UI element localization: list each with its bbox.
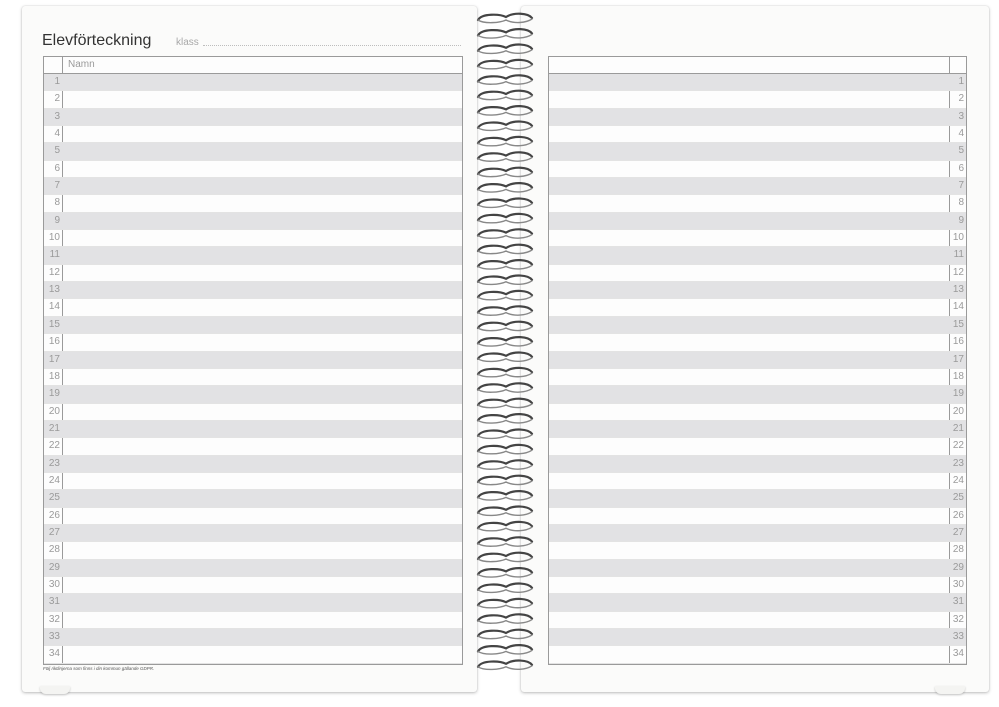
row-number: 2	[958, 93, 964, 105]
page-title: Elevförteckning	[42, 32, 152, 49]
row-number: 22	[952, 440, 964, 452]
row-number: 17	[48, 353, 60, 365]
row-number: 11	[49, 249, 60, 261]
table-row[interactable]	[44, 473, 462, 490]
spiral-coil	[478, 106, 532, 115]
table-row[interactable]	[44, 629, 462, 646]
table-row[interactable]	[549, 490, 966, 507]
table-row[interactable]	[44, 525, 462, 542]
row-number: 18	[48, 370, 60, 382]
spiral-coil	[478, 168, 532, 177]
table-row[interactable]	[44, 404, 462, 421]
table-row[interactable]	[549, 560, 966, 577]
spiral-coil	[478, 491, 532, 500]
table-row[interactable]	[44, 612, 462, 629]
row-number: 7	[54, 180, 60, 192]
table-row[interactable]	[549, 438, 966, 455]
spiral-coil	[478, 137, 532, 146]
table-row[interactable]	[549, 317, 966, 334]
row-number: 8	[958, 197, 964, 209]
row-number: 18	[952, 370, 964, 382]
row-number: 11	[953, 249, 964, 261]
spiral-coil	[478, 584, 532, 593]
table-row[interactable]	[44, 143, 462, 160]
row-number: 28	[48, 544, 60, 556]
footnote: Följ riktlinjerna som finns i din kommun gällande GDPR.	[43, 666, 155, 671]
row-number: 5	[958, 145, 964, 157]
table-row[interactable]	[44, 282, 462, 299]
spiral-coil	[478, 645, 532, 654]
row-number: 24	[48, 474, 60, 486]
row-number: 16	[48, 336, 60, 348]
spiral-binding	[470, 10, 536, 686]
row-number: 16	[952, 336, 964, 348]
table-row[interactable]	[549, 508, 966, 525]
row-number: 13	[48, 284, 60, 296]
table-row[interactable]	[549, 386, 966, 403]
row-number: 30	[48, 578, 60, 590]
spiral-coil	[478, 306, 532, 315]
row-number: 20	[48, 405, 60, 417]
table-row[interactable]	[44, 456, 462, 473]
spiral-coil	[478, 630, 532, 639]
table-row[interactable]	[549, 646, 966, 663]
klass-label: klass	[176, 37, 199, 48]
table-row[interactable]	[549, 577, 966, 594]
table-row[interactable]	[549, 247, 966, 264]
row-number: 1	[958, 76, 964, 87]
spiral-coil	[478, 122, 532, 131]
row-number: 9	[54, 214, 60, 226]
student-list-right	[548, 56, 967, 665]
table-row[interactable]	[44, 438, 462, 455]
table-row[interactable]	[44, 386, 462, 403]
row-number: 2	[54, 93, 60, 105]
row-number: 7	[958, 180, 964, 192]
table-row[interactable]	[549, 334, 966, 351]
row-number: 29	[952, 561, 964, 573]
row-number: 17	[952, 353, 964, 365]
row-number: 6	[958, 162, 964, 174]
table-row[interactable]	[44, 247, 462, 264]
spiral-coil	[478, 199, 532, 208]
spiral-coil	[478, 661, 532, 670]
row-number: 31	[952, 596, 964, 608]
table-row[interactable]	[549, 143, 966, 160]
spiral-coil	[478, 152, 532, 161]
spiral-coil	[478, 337, 532, 346]
row-number: 5	[54, 145, 60, 157]
table-row[interactable]	[549, 195, 966, 212]
row-number: 15	[48, 318, 60, 330]
table-row[interactable]	[44, 178, 462, 195]
row-number: 10	[952, 232, 964, 244]
table-row[interactable]	[549, 74, 966, 91]
row-number: 3	[958, 110, 964, 122]
row-number: 25	[48, 492, 60, 504]
spiral-coil	[478, 60, 532, 69]
table-row[interactable]	[549, 161, 966, 178]
row-number: 19	[48, 388, 60, 400]
spiral-coil	[478, 229, 532, 238]
row-number: 27	[48, 526, 60, 538]
row-number: 26	[952, 509, 964, 521]
table-row[interactable]	[549, 352, 966, 369]
spiral-coil	[478, 260, 532, 269]
table-row[interactable]	[44, 421, 462, 438]
spiral-coil	[478, 75, 532, 84]
spiral-coil	[478, 430, 532, 439]
table-row[interactable]	[44, 265, 462, 282]
table-row[interactable]	[44, 299, 462, 316]
table-row[interactable]	[549, 109, 966, 126]
table-row[interactable]	[44, 490, 462, 507]
row-number: 20	[952, 405, 964, 417]
spiral-coil	[478, 399, 532, 408]
student-list-left	[43, 56, 463, 665]
row-number: 28	[952, 544, 964, 556]
table-row[interactable]	[549, 525, 966, 542]
row-number: 14	[48, 301, 60, 313]
table-row[interactable]	[549, 91, 966, 108]
name-column-header: Namn	[68, 59, 95, 70]
row-number: 30	[952, 578, 964, 590]
row-number: 13	[952, 284, 964, 296]
spiral-coil	[478, 414, 532, 423]
table-rows	[549, 74, 966, 664]
row-number: 12	[952, 266, 964, 278]
row-number: 10	[48, 232, 60, 244]
table-header-row	[44, 57, 462, 74]
row-number: 12	[48, 266, 60, 278]
table-row[interactable]	[44, 230, 462, 247]
table-row[interactable]	[44, 646, 462, 663]
spiral-coil	[478, 245, 532, 254]
table-row[interactable]	[549, 473, 966, 490]
row-number: 19	[952, 388, 964, 400]
spiral-coil	[478, 460, 532, 469]
row-number: 21	[952, 422, 964, 434]
row-number: 31	[48, 596, 60, 608]
spiral-coil	[478, 445, 532, 454]
table-row[interactable]	[549, 456, 966, 473]
page-tab	[40, 686, 70, 694]
row-number: 23	[952, 457, 964, 469]
table-row[interactable]	[44, 542, 462, 559]
page-header	[42, 30, 461, 54]
row-number: 33	[48, 631, 60, 642]
spiral-coil	[478, 522, 532, 531]
row-number: 22	[48, 440, 60, 452]
spiral-coil	[478, 322, 532, 331]
spiral-coil	[478, 29, 532, 38]
table-row[interactable]	[44, 334, 462, 351]
table-row[interactable]	[44, 213, 462, 230]
row-number: 23	[48, 457, 60, 469]
row-number: 26	[48, 509, 60, 521]
row-number: 8	[54, 197, 60, 209]
table-row[interactable]	[549, 594, 966, 611]
table-row[interactable]	[44, 317, 462, 334]
table-row[interactable]	[44, 352, 462, 369]
table-row[interactable]	[549, 126, 966, 143]
spiral-coil	[478, 276, 532, 285]
row-number: 33	[952, 631, 964, 642]
row-number: 4	[54, 128, 60, 140]
table-row[interactable]	[549, 282, 966, 299]
table-row[interactable]	[44, 126, 462, 143]
spiral-coil	[478, 553, 532, 562]
spiral-coil	[478, 353, 532, 362]
spiral-coil	[478, 476, 532, 485]
spiral-coil	[478, 614, 532, 623]
table-row[interactable]	[549, 265, 966, 282]
spiral-coil	[478, 599, 532, 608]
table-row[interactable]	[549, 629, 966, 646]
table-row[interactable]	[44, 560, 462, 577]
spiral-coil	[478, 91, 532, 100]
table-row[interactable]	[549, 421, 966, 438]
spiral-coil	[478, 507, 532, 516]
row-number: 3	[54, 110, 60, 122]
table-row[interactable]	[44, 91, 462, 108]
table-row[interactable]	[549, 230, 966, 247]
row-number: 32	[952, 613, 964, 625]
table-row[interactable]	[549, 612, 966, 629]
klass-field-line[interactable]	[203, 45, 461, 46]
table-row[interactable]	[549, 299, 966, 316]
row-number: 1	[54, 76, 60, 87]
row-number: 6	[54, 162, 60, 174]
table-row[interactable]	[44, 508, 462, 525]
table-header-row	[549, 57, 966, 74]
table-row[interactable]	[44, 109, 462, 126]
table-row[interactable]	[44, 369, 462, 386]
spiral-coil	[478, 537, 532, 546]
row-number: 32	[48, 613, 60, 625]
row-number: 24	[952, 474, 964, 486]
row-number: 34	[48, 648, 60, 660]
row-number: 34	[952, 648, 964, 660]
table-rows	[44, 74, 462, 664]
row-number: 15	[952, 318, 964, 330]
row-number: 25	[952, 492, 964, 504]
table-row[interactable]	[44, 195, 462, 212]
row-number: 14	[952, 301, 964, 313]
row-number: 27	[952, 526, 964, 538]
spiral-coil	[478, 214, 532, 223]
table-row[interactable]	[549, 178, 966, 195]
table-row[interactable]	[44, 161, 462, 178]
table-row[interactable]	[549, 213, 966, 230]
spiral-coil	[478, 291, 532, 300]
table-row[interactable]	[549, 542, 966, 559]
row-number: 9	[958, 214, 964, 226]
spiral-coil	[478, 14, 532, 23]
table-row[interactable]	[44, 594, 462, 611]
table-row[interactable]	[44, 74, 462, 91]
spiral-coil	[478, 368, 532, 377]
spiral-coil	[478, 568, 532, 577]
table-row[interactable]	[549, 404, 966, 421]
table-row[interactable]	[44, 577, 462, 594]
page-tab	[935, 686, 965, 694]
table-row[interactable]	[549, 369, 966, 386]
row-number: 21	[48, 422, 60, 434]
spiral-coil	[478, 183, 532, 192]
spiral-coil	[478, 45, 532, 54]
row-number: 4	[958, 128, 964, 140]
spiral-coil	[478, 383, 532, 392]
row-number: 29	[48, 561, 60, 573]
